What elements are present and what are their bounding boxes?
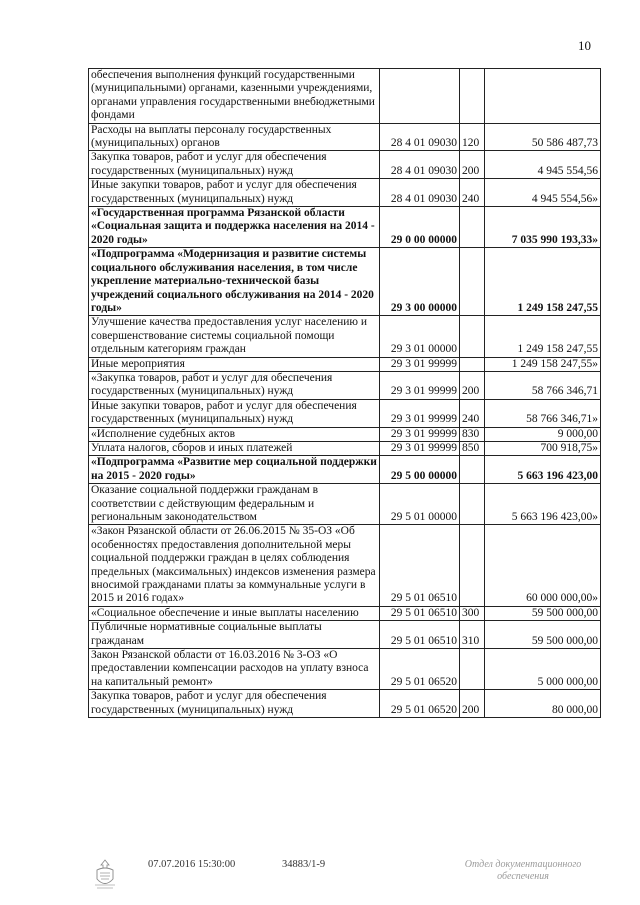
row-name-cell: «Подпрограмма «Развитие мер социальной поддержки на 2015 - 2020 годы» [89, 456, 380, 484]
stamp-line-2: обеспечения [497, 871, 549, 882]
row-name-cell: «Закон Рязанской области от 26.06.2015 № 35-ОЗ «Об особенностях предоставления дополнительной меры социальной поддержки граждан в целях соблюдения предельных (максимальных) индексов изменения размера вносимой гражданами платы за коммунальные услуги в 2015 и 2016 годах» [89, 525, 380, 606]
table-row [89, 123, 601, 151]
row-type-cell: 120 [460, 123, 485, 151]
row-name-cell: «Государственная программа Рязанской области «Социальная защита и поддержка населения на 2014 - 2020 годы» [89, 207, 380, 248]
row-code-cell: 29 5 01 06510 [380, 606, 460, 620]
row-name-cell: Расходы на выплаты персоналу государственных (муниципальных) органов [89, 123, 380, 151]
row-amount-cell: 59 500 000,00 [485, 606, 601, 620]
row-type-cell: 300 [460, 606, 485, 620]
row-type-cell [460, 649, 485, 690]
row-code-cell: 29 5 00 00000 [380, 456, 460, 484]
row-type-cell [460, 248, 485, 316]
row-amount-cell: 5 663 196 423,00 [485, 456, 601, 484]
row-code-cell: 29 5 01 00000 [380, 484, 460, 525]
row-name-cell: Иные закупки товаров, работ и услуг для обеспечения государственных (муниципальных) нужд [89, 179, 380, 207]
row-type-cell [460, 316, 485, 357]
row-name-cell: «Подпрограмма «Модернизация и развитие системы социального обслуживания населения, в том числе укрепление материально-технической базы учреждений социального обслуживания на 2014 - 2020 годы» [89, 248, 380, 316]
row-amount-cell [485, 69, 601, 124]
row-type-cell: 200 [460, 151, 485, 179]
row-name-cell: Уплата налогов, сборов и иных платежей [89, 441, 380, 455]
row-name-cell: «Исполнение судебных актов [89, 427, 380, 441]
table-row [89, 525, 601, 606]
row-amount-cell: 5 663 196 423,00» [485, 484, 601, 525]
table-row [89, 690, 601, 718]
row-code-cell: 29 0 00 00000 [380, 207, 460, 248]
row-code-cell: 28 4 01 09030 [380, 179, 460, 207]
row-type-cell: 830 [460, 427, 485, 441]
budget-table [88, 68, 601, 718]
coat-of-arms-icon [92, 857, 118, 891]
row-code-cell [380, 69, 460, 124]
row-type-cell [460, 525, 485, 606]
row-name-cell: Иные закупки товаров, работ и услуг для обеспечения государственных (муниципальных) нужд [89, 399, 380, 427]
row-name-cell: Закупка товаров, работ и услуг для обеспечения государственных (муниципальных) нужд [89, 690, 380, 718]
row-type-cell [460, 207, 485, 248]
table-row [89, 151, 601, 179]
row-code-cell: 29 3 01 00000 [380, 316, 460, 357]
table-row [89, 69, 601, 124]
row-name-cell: «Социальное обеспечение и иные выплаты населению [89, 606, 380, 620]
row-type-cell: 850 [460, 441, 485, 455]
row-amount-cell: 58 766 346,71» [485, 399, 601, 427]
row-amount-cell: 1 249 158 247,55» [485, 357, 601, 371]
table-row [89, 649, 601, 690]
row-code-cell: 28 4 01 09030 [380, 151, 460, 179]
row-name-cell: Публичные нормативные социальные выплаты гражданам [89, 621, 380, 649]
row-amount-cell: 59 500 000,00 [485, 621, 601, 649]
row-code-cell: 28 4 01 09030 [380, 123, 460, 151]
row-amount-cell: 7 035 990 193,33» [485, 207, 601, 248]
row-amount-cell: 58 766 346,71 [485, 371, 601, 399]
table-row [89, 621, 601, 649]
row-amount-cell: 700 918,75» [485, 441, 601, 455]
row-code-cell: 29 3 00 00000 [380, 248, 460, 316]
table-row [89, 399, 601, 427]
row-code-cell: 29 3 01 99999 [380, 357, 460, 371]
table-row [89, 606, 601, 620]
row-code-cell: 29 3 01 99999 [380, 441, 460, 455]
row-code-cell: 29 5 01 06510 [380, 621, 460, 649]
row-amount-cell: 50 586 487,73 [485, 123, 601, 151]
footer-date: 07.07.2016 15:30:00 [148, 859, 236, 870]
stamp-line-1: Отдел документационного [464, 859, 582, 870]
table-row [89, 456, 601, 484]
row-type-cell [460, 456, 485, 484]
table-row [89, 316, 601, 357]
row-type-cell: 200 [460, 690, 485, 718]
row-amount-cell: 80 000,00 [485, 690, 601, 718]
department-stamp [448, 859, 598, 883]
row-code-cell: 29 3 01 99999 [380, 371, 460, 399]
row-name-cell: «Закупка товаров, работ и услуг для обеспечения государственных (муниципальных) нужд [89, 371, 380, 399]
table-row [89, 179, 601, 207]
table-row [89, 427, 601, 441]
table-row [89, 357, 601, 371]
row-name-cell: Оказание социальной поддержки гражданам в соответствии с действующим федеральным и региональным законодательством [89, 484, 380, 525]
row-type-cell [460, 484, 485, 525]
table-row [89, 207, 601, 248]
row-amount-cell: 1 249 158 247,55 [485, 248, 601, 316]
page-number: 10 [578, 38, 591, 53]
row-name-cell: Закон Рязанской области от 16.03.2016 № 3-ОЗ «О предоставлении компенсации расходов на уплату взноса на капитальный ремонт» [89, 649, 380, 690]
table-row [89, 371, 601, 399]
row-amount-cell: 5 000 000,00 [485, 649, 601, 690]
row-code-cell: 29 5 01 06520 [380, 649, 460, 690]
table-row [89, 484, 601, 525]
row-amount-cell: 1 249 158 247,55 [485, 316, 601, 357]
footer-doc-number: 34883/1-9 [282, 859, 326, 870]
row-name-cell: Закупка товаров, работ и услуг для обеспечения государственных (муниципальных) нужд [89, 151, 380, 179]
footer [0, 857, 640, 897]
row-type-cell [460, 69, 485, 124]
row-type-cell: 240 [460, 399, 485, 427]
table-row [89, 441, 601, 455]
row-code-cell: 29 3 01 99999 [380, 399, 460, 427]
table-row [89, 248, 601, 316]
row-name-cell: обеспечения выполнения функций государственными (муниципальными) органами, казенными учреждениями, органами управления государственными внебюджетными фондами [89, 69, 380, 124]
row-amount-cell: 9 000,00 [485, 427, 601, 441]
row-code-cell: 29 5 01 06520 [380, 690, 460, 718]
row-amount-cell: 4 945 554,56» [485, 179, 601, 207]
row-code-cell: 29 3 01 99999 [380, 427, 460, 441]
row-name-cell: Улучшение качества предоставления услуг населению и совершенствование системы социальной помощи отдельным категориям граждан [89, 316, 380, 357]
row-type-cell: 200 [460, 371, 485, 399]
row-amount-cell: 60 000 000,00» [485, 525, 601, 606]
row-amount-cell: 4 945 554,56 [485, 151, 601, 179]
row-code-cell: 29 5 01 06510 [380, 525, 460, 606]
row-name-cell: Иные мероприятия [89, 357, 380, 371]
row-type-cell: 240 [460, 179, 485, 207]
row-type-cell: 310 [460, 621, 485, 649]
row-type-cell [460, 357, 485, 371]
